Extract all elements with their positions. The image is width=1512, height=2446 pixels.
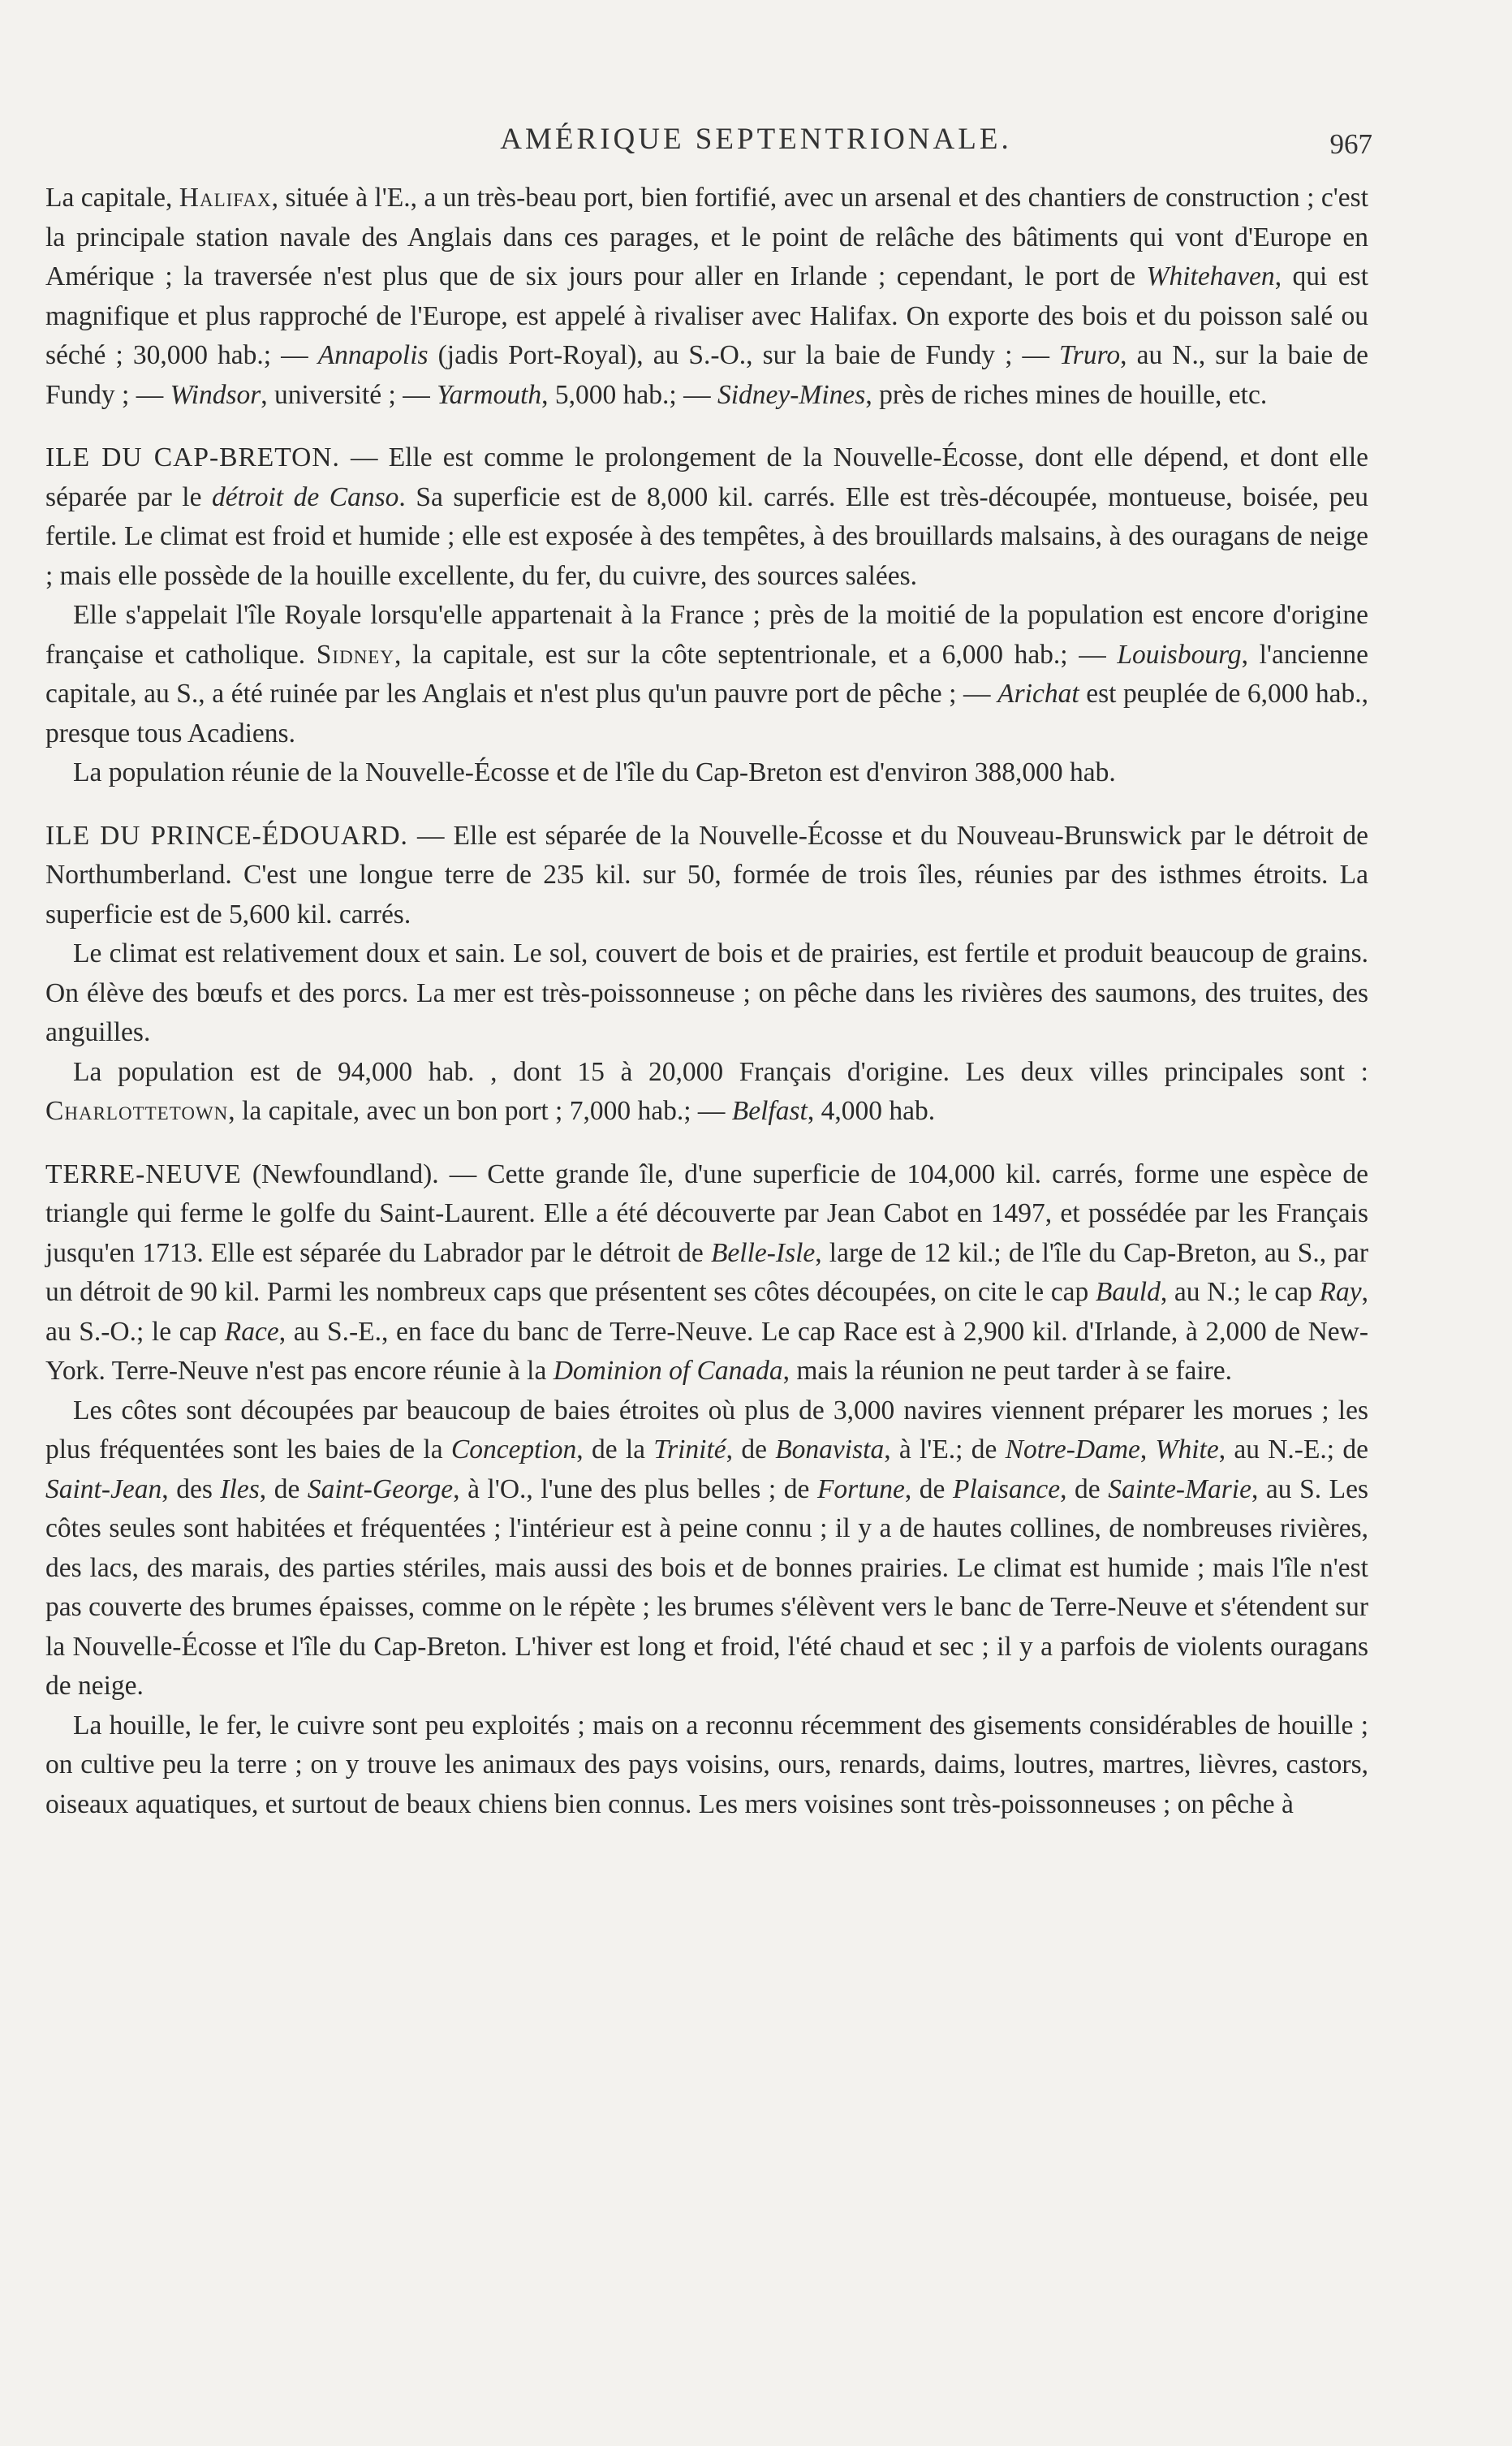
- paragraph-terre-neuve-resources: La houille, le fer, le cuivre sont peu exploités ; mais on a reconnu récemment des gisements considérables de houille ; on cultive peu la terre ; on y trouve les animaux des pays voisins, ours, renards, daims, loutres, martres, lièvres, castors, oiseaux aquatiques, et surtout de beaux chiens bien connus. Les mers voisines sont très-poissonneuses ; on pêche à: [45, 1710, 1368, 1819]
- paragraph-cap-breton-intro: ILE DU CAP-BRETON. — Elle est comme le prolongement de la Nouvelle-Écosse, dont elle dépend, et dont elle séparée par le détroit de Canso. Sa superficie est de 8,000 kil. carrés. Elle est très-découpée, montueuse, boisée, peu fertile. Le climat est froid et humide ; elle est exposée à des tempêtes, à des brouillards malsains, à des ouragans de neige ; mais elle possède de la houille excellente, du fer, du cuivre, des sources salées.: [45, 442, 1369, 591]
- place-dominion-of-canada: Dominion of Canada: [553, 1356, 783, 1386]
- place-saint-jean: Saint-Jean: [45, 1473, 162, 1504]
- place-halifax: Halifax: [179, 183, 272, 213]
- place-windsor: Windsor: [170, 379, 261, 410]
- page-number: 967: [1329, 128, 1372, 160]
- place-sainte-marie: Sainte-Marie: [1108, 1473, 1251, 1504]
- place-fortune: Fortune: [816, 1473, 905, 1504]
- place-truro: Truro: [1059, 340, 1121, 370]
- paragraph-terre-neuve-intro: TERRE-NEUVE (Newfoundland). — Cette grande île, d'une superficie de 104,000 kil. carrés, forme une espèce de triangle qui ferme le golfe du Saint-Laurent. Elle a été découverte par Jean Cabot en 1497, et possédée par les Français jusqu'en 1713. Elle est séparée du Labrador par le détroit de Belle-Isle, large de 12 kil.; de l'île du Cap-Breton, au S., par un détroit de 90 kil. Parmi les nombreux caps que présentent ses côtes découpées, on cite le cap Bauld, au N.; le cap Ray, au S.-O.; le cap Race, au S.-E., en face du banc de Terre-Neuve. Le cap Race est à 2,900 kil. d'Irlande, à 2,000 de New-York. Terre-Neuve n'est pas encore réunie à la Dominion of Canada, mais la réunion ne peut tarder à se faire.: [45, 1158, 1369, 1386]
- place-charlottetown: Charlottetown: [45, 1096, 229, 1126]
- place-bonavista: Bonavista: [775, 1434, 885, 1465]
- paragraph-prince-edouard-climate: Le climat est relativement doux et sain. Le sol, couvert de bois et de prairies, est fertile et produit beaucoup de grains. On élève des bœufs et des porcs. La mer est très-poissonneuse ; on pêche dans les rivières des saumons, des truites, des anguilles.: [45, 938, 1368, 1047]
- place-saint-george: Saint-George: [307, 1473, 454, 1504]
- paragraph-cap-breton-population: La population réunie de la Nouvelle-Écosse et de l'île du Cap-Breton est d'environ 388,000 hab.: [73, 757, 1116, 787]
- place-sidney: Sidney: [316, 639, 394, 670]
- place-detroit-canso: détroit de Canso: [211, 481, 399, 512]
- place-white: White: [1155, 1434, 1219, 1465]
- section-heading-cap-breton: ILE DU CAP-BRETON.: [45, 442, 340, 472]
- place-belle-isle: Belle-Isle: [710, 1237, 816, 1268]
- section-heading-prince-edouard: ILE DU PRINCE-ÉDOUARD.: [45, 820, 408, 851]
- place-sidney-mines: Sidney-Mines: [717, 379, 866, 410]
- place-yarmouth: Yarmouth: [437, 379, 542, 410]
- place-iles: Iles: [220, 1473, 260, 1504]
- place-ray: Ray: [1319, 1277, 1362, 1307]
- paragraph-cap-breton-history: Elle s'appelait l'île Royale lorsqu'elle appartenait à la France ; près de la moitié de la population est encore d'origine française et catholique. Sidney, la capitale, est sur la côte septentrionale, et a 6,000 hab.; — Louisbourg, l'ancienne capitale, au S., a été ruinée par les Anglais et n'est plus qu'un pauvre port de pêche ; — Arichat est peuplée de 6,000 hab., presque tous Acadiens.: [45, 600, 1368, 748]
- section-heading-terre-neuve: TERRE-NEUVE: [45, 1158, 242, 1189]
- place-arichat: Arichat: [997, 679, 1079, 709]
- paragraph-halifax: La capitale, Halifax, située à l'E., a un très-beau port, bien fortifié, avec un arsenal et des chantiers de construction ; c'est la principale station navale des Anglais dans ces parages, et le point de relâche des bâtiments qui vont d'Europe en Amérique ; la traversée n'est plus que de six jours pour aller en Irlande ; cependant, le port de Whitehaven, qui est magnifique et plus rapproché de l'Europe, est appelé à rivaliser avec Halifax. On exporte des bois et du poisson salé ou séché ; 30,000 hab.; — Annapolis (jadis Port-Royal), au S.-O., sur la baie de Fundy ; — Truro, au N., sur la baie de Fundy ; — Windsor, université ; — Yarmouth, 5,000 hab.; — Sidney-Mines, près de riches mines de houille, etc.: [45, 183, 1369, 410]
- paragraph-terre-neuve-coasts: Les côtes sont découpées par beaucoup de baies étroites où plus de 3,000 navires viennent préparer les morues ; les plus fréquentées sont les baies de la Conception, de la Trinité, de Bonavista, à l'E.; de Notre-Dame, White, au N.-E.; de Saint-Jean, des Iles, de Saint-George, à l'O., l'une des plus belles ; de Fortune, de Plaisance, de Sainte-Marie, au S. Les côtes seules sont habitées et fréquentées ; l'intérieur est à peine connu ; il y a de hautes collines, de nombreuses rivières, des lacs, des marais, des parties stériles, mais aussi des bois et de bonnes prairies. Le climat est humide ; mais l'île n'est pas couverte des brumes épaisses, comme on le répète ; les brumes s'élèvent vers le banc de Terre-Neuve et s'étendent sur la Nouvelle-Écosse et l'île du Cap-Breton. L'hiver est long et froid, l'été chaud et sec ; il y a parfois de violents ouragans de neige.: [45, 1395, 1368, 1701]
- place-annapolis: Annapolis: [317, 340, 429, 370]
- running-title: AMÉRIQUE SEPTENTRIONALE.: [500, 123, 1012, 156]
- paragraph-prince-edouard-population: La population est de 94,000 hab. , dont 15 à 20,000 Français d'origine. Les deux villes principales sont : Charlottetown, la capitale, avec un bon port ; 7,000 hab.; — Belfast, 4,000 hab.: [45, 1056, 1368, 1126]
- place-trinite: Trinité: [653, 1434, 726, 1465]
- running-head: [0, 122, 1512, 162]
- body-text: [45, 179, 1368, 1824]
- place-whitehaven: Whitehaven: [1146, 261, 1275, 291]
- place-plaisance: Plaisance: [952, 1473, 1061, 1504]
- place-belfast: Belfast: [731, 1096, 808, 1126]
- paragraph-prince-edouard-intro: ILE DU PRINCE-ÉDOUARD. — Elle est séparée de la Nouvelle-Écosse et du Nouveau-Brunswick par le détroit de Northumberland. C'est une longue terre de 235 kil. sur 50, formée de trois îles, réunies par des isthmes étroits. La superficie est de 5,600 kil. carrés.: [45, 820, 1368, 930]
- place-bauld: Bauld: [1095, 1277, 1161, 1307]
- place-louisbourg: Louisbourg: [1117, 639, 1242, 670]
- place-race: Race: [224, 1316, 279, 1347]
- place-notre-dame: Notre-Dame: [1005, 1434, 1140, 1465]
- place-conception: Conception: [450, 1434, 577, 1465]
